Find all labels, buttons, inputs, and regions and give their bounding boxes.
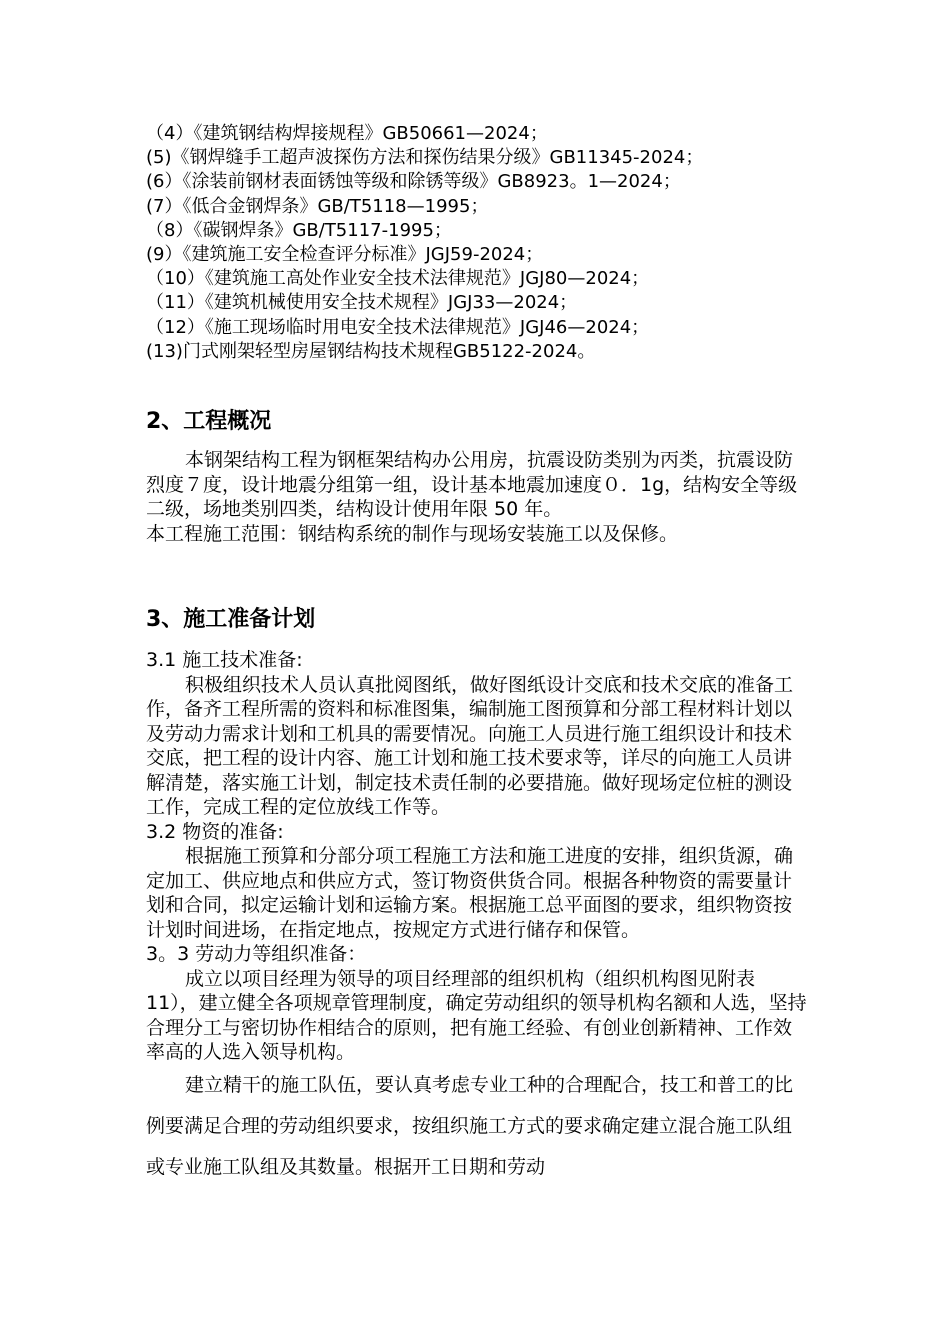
technical-preparation-paragraph: 积极组织技术人员认真批阅图纸，做好图纸设计交底和技术交底的准备工作，备齐工程所需的资料和标准图集，编制施工图预算和分部工程材料计划以及劳动力需求计划和工机具的需要情况。向施工人员进行施工组织设计和技术交底，把工程的设计内容、施工计划和施工技术要求等，详尽的向施工人员讲解清楚，落实施工计划，制定技术责任制的必要措施。做好现场定位桩的测设工作，完成工程的定位放线工作等。 (146, 673, 794, 818)
standard-item: (6）《涂装前钢材表面锈蚀等级和除锈等级》GB8923。1—2024； (146, 171, 681, 193)
standards-list (146, 122, 826, 364)
standard-item: （10）《建筑施工高处作业安全技术法律规范》JGJ80—2024； (146, 268, 650, 290)
subsection-3-1-title: 3.1 施工技术准备: (146, 649, 303, 671)
subsection-3-2-title: 3.2 物资的准备: (146, 820, 284, 843)
material-preparation-paragraph: 根据施工预算和分部分项工程施工方法和施工进度的安排，组织货源，确定加工、供应地点和供应方式，签订物资供货合同。根据各种物资的需要量计划和合同，拟定运输计划和运输方案。根据施工总平面图的要求，组织物资按计划时间进场，在指定地点，按规定方式进行储存和保管。 (146, 845, 794, 941)
project-overview-paragraph: 本钢架结构工程为钢框架结构办公用房，抗震设防类别为丙类，抗震设防烈度７度，设计地震分组第一组，设计基本地震加速度０．1g，结构安全等级二级，场地类别四类，结构设计使用年限 50 年。 (146, 449, 798, 520)
section-3-heading: 3、施工准备计划 (146, 607, 316, 632)
standard-item: (9）《建筑施工安全检查评分标准》JGJ59-2024； (146, 243, 544, 265)
section-2-heading: 2、工程概况 (146, 409, 272, 434)
section-3-body (146, 648, 810, 1188)
section-2-body (146, 448, 810, 546)
standard-item: (7）《低合金钢焊条》GB/T5118—1995； (146, 195, 489, 217)
standard-item: （11）《建筑机械使用安全技术规程》JGJ33—2024； (146, 292, 578, 314)
standard-item: （8）《碳钢焊条》GB/T5117-1995； (146, 219, 452, 241)
standard-item: （4）《建筑钢结构焊接规程》GB50661—2024； (146, 123, 548, 144)
organization-preparation-paragraph: 成立以项目经理为领导的项目经理部的组织机构（组织机构图见附表 11），建立健全各项规章管理制度，确定劳动组织的领导机构名额和人选，坚持合理分工与密切协作相结合的原则，把有施工经验、有创业创新精神、工作效率高的人选入领导机构。 (146, 967, 807, 1063)
standard-item: (5)《钢焊缝手工超声波探伤方法和探伤结果分级》GB11345-2024； (146, 147, 704, 169)
standard-item: （12）《施工现场临时用电安全技术法律规范》JGJ46—2024； (146, 316, 650, 338)
subsection-3-3-title: 3。3 劳动力等组织准备： (146, 943, 367, 965)
construction-scope-paragraph: 本工程施工范围：钢结构系统的制作与现场安装施工以及保修。 (146, 522, 679, 545)
workforce-paragraph: 建立精干的施工队伍，要认真考虑专业工种的合理配合，技工和普工的比例要满足合理的劳动组织要求，按组织施工方式的要求确定建立混合施工队组或专业施工队组及其数量。根据开工日期和劳动 (146, 1073, 794, 1178)
standard-item: (13)门式刚架轻型房屋钢结构技术规程GB5122-2024。 (146, 340, 596, 362)
